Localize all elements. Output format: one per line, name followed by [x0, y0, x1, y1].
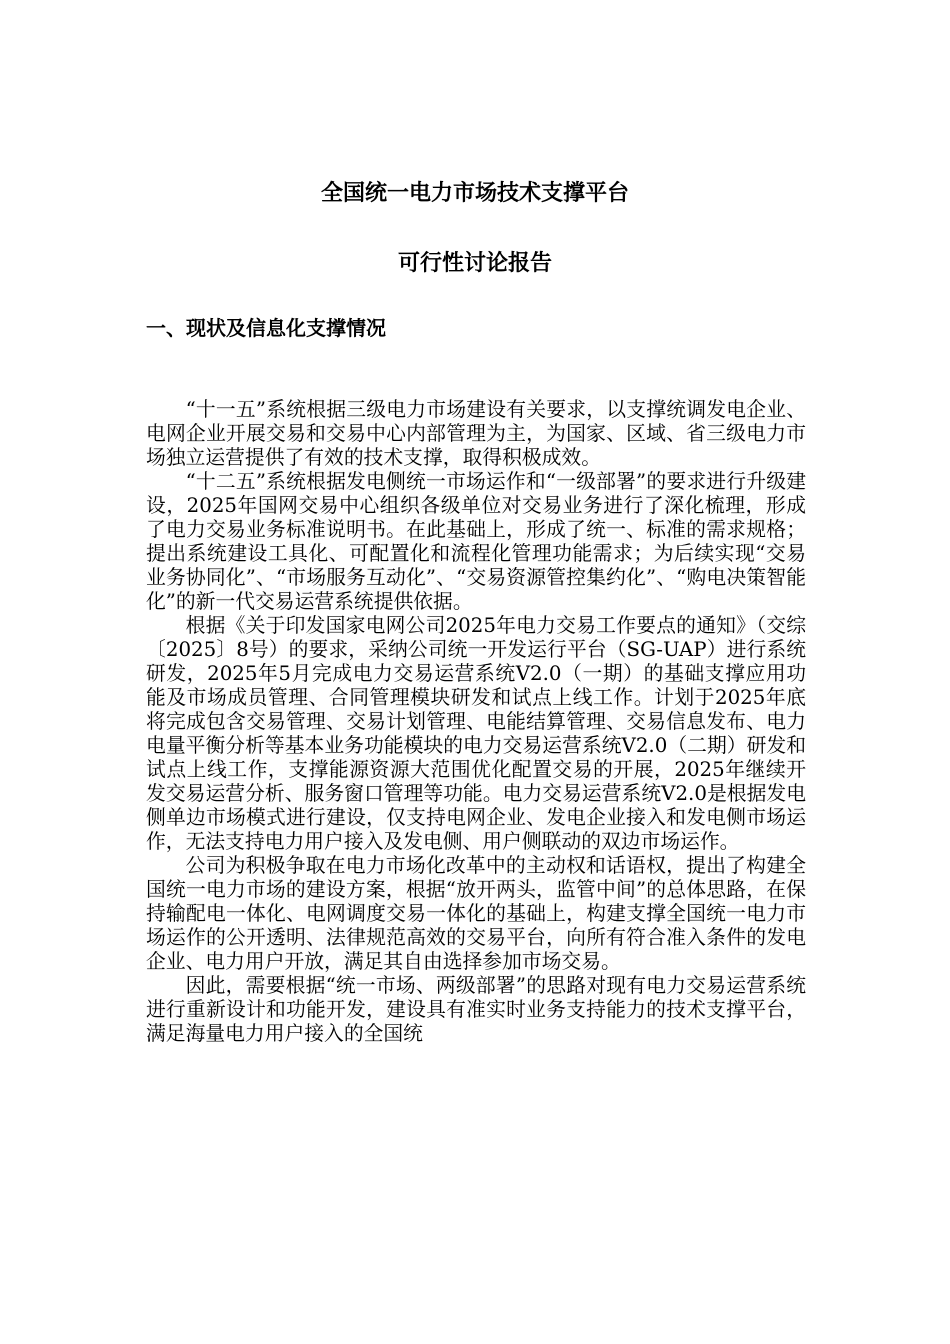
paragraph-3: 根据《关于印发国家电网公司2025年电力交易工作要点的通知》（交综〔2025〕8号）的要求，采纳公司统一开发运行平台（SG-UAP）进行系统研发，2025年5月完成电力交易运营系统V2.0（一期）的基础支撑应用功能及市场成员管理、合同管理模块研发和试点上线工作。计划于2025年底将完成包含交易管理、交易计划管理、电能结算管理、交易信息发布、电力电量平衡分析等基本业务功能模块的电力交易运营系统V2.0（二期）研发和试点上线工作，支撑能源资源大范围优化配置交易的开展，2025年继续开发交易运营分析、服务窗口管理等功能。电力交易运营系统V2.0是根据发电侧单边市场模式进行建设，仅支持电网企业、发电企业接入和发电侧市场运作，无法支持电力用户接入及发电侧、用户侧联动的双边市场运作。: [146, 614, 806, 853]
document-body: [146, 398, 806, 1046]
paragraph-2: “十二五”系统根据发电侧统一市场运作和“一级部署”的要求进行升级建设，2025年国网交易中心组织各级单位对交易业务进行了深化梳理，形成了电力交易业务标准说明书。在此基础上，形成了统一、标准的需求规格；提出系统建设工具化、可配置化和流程化管理功能需求；为后续实现“交易业务协同化”、“市场服务互动化”、“交易资源管控集约化”、“购电决策智能化”的新一代交易运营系统提供依据。: [146, 470, 806, 613]
paragraph-4: 公司为积极争取在电力市场化改革中的主动权和话语权，提出了构建全国统一电力市场的建设方案，根据“放开两头，监管中间”的总体思路，在保持输配电一体化、电网调度交易一体化的基础上，构建支撑全国统一电力市场运作的公开透明、法律规范高效的交易平台，向所有符合准入条件的发电企业、电力用户开放，满足其自由选择参加市场交易。: [146, 854, 806, 973]
document-title: 全国统一电力市场技术支撑平台: [320, 181, 629, 206]
paragraph-5: 因此，需要根据“统一市场、两级部署”的思路对现有电力交易运营系统进行重新设计和功能开发，建设具有准实时业务支持能力的技术支撑平台，满足海量电力用户接入的全国统: [146, 974, 806, 1045]
document-subtitle: 可行性讨论报告: [397, 251, 552, 276]
section-heading: 一、现状及信息化支撑情况: [146, 316, 386, 340]
paragraph-1: “十一五”系统根据三级电力市场建设有关要求，以支撑统调发电企业、电网企业开展交易和交易中心内部管理为主，为国家、区域、省三级电力市场独立运营提供了有效的技术支撑，取得积极成效。: [146, 398, 806, 469]
